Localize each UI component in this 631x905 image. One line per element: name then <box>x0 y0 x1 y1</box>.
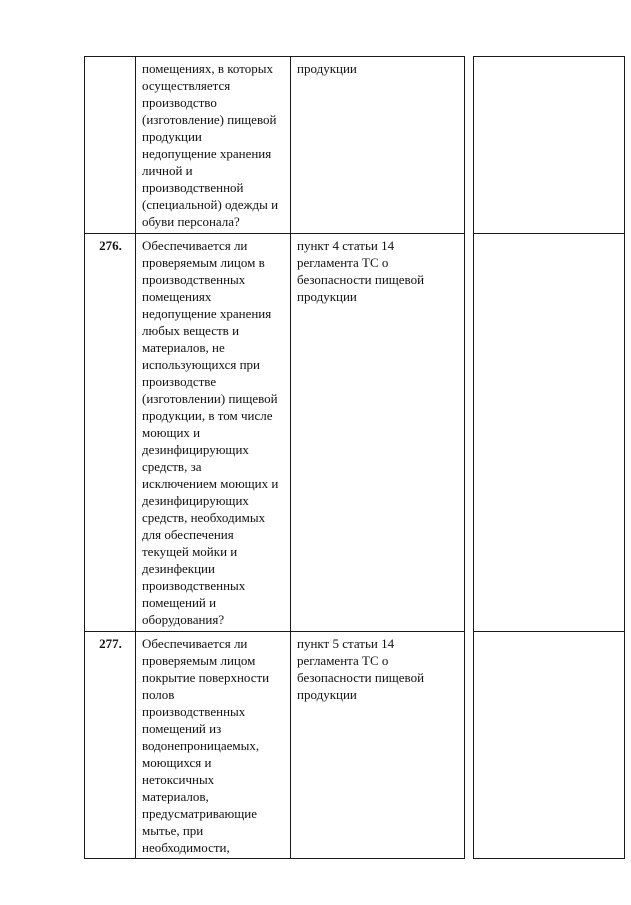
reference-text-line: безопасности пищевой <box>297 272 425 287</box>
question-text-line: обуви персонала? <box>142 214 240 229</box>
question-text-line: осуществляется <box>142 78 231 93</box>
question-text-line: помещений из <box>142 721 222 736</box>
legal-reference-cell <box>291 57 465 234</box>
question-text-line: любых веществ и <box>142 323 240 338</box>
requirements-table <box>84 56 625 859</box>
question-text-line: проверяемым лицом в <box>142 255 265 270</box>
question-cell <box>136 234 291 632</box>
row-number-cell: 277. <box>85 632 136 859</box>
question-text-line: производственных <box>142 704 246 719</box>
question-text-line: (изготовление) пищевой <box>142 112 277 127</box>
question-text-line: (изготовлении) пищевой <box>142 391 278 406</box>
question-text-line: материалов, <box>142 789 209 804</box>
question-text-line: моющих и <box>142 425 201 440</box>
question-text-line: (специальной) одежды и <box>142 197 279 212</box>
reference-text-line: пункт 4 статьи 14 <box>297 238 395 253</box>
reference-text-line: пункт 5 статьи 14 <box>297 636 395 651</box>
question-cell <box>136 57 291 234</box>
question-text-line: производственных <box>142 272 246 287</box>
answer-cell[interactable] <box>474 632 625 859</box>
question-text-line: Обеспечивается ли <box>142 238 248 253</box>
reference-text-line: продукции <box>297 289 357 304</box>
row-number-cell: 276. <box>85 234 136 632</box>
question-text-line: средств, необходимых <box>142 510 266 525</box>
question-text-line: предусматривающие <box>142 806 257 821</box>
question-text-line: текущей мойки и <box>142 544 238 559</box>
question-text-line: средств, за <box>142 459 202 474</box>
question-text-line: недопущение хранения <box>142 306 272 321</box>
question-text-line: мытье, при <box>142 823 204 838</box>
question-text-line: производство <box>142 95 217 110</box>
question-text-line: дезинфицирующих <box>142 442 249 457</box>
question-text-line: продукции, в том числе <box>142 408 273 423</box>
question-text-line: необходимости, <box>142 840 230 855</box>
column-gap <box>465 632 474 859</box>
question-text-line: дезинфицирующих <box>142 493 249 508</box>
table-row <box>85 234 625 632</box>
question-text-line: помещениях, в которых <box>142 61 273 76</box>
legal-reference-cell <box>291 234 465 632</box>
question-text-line: проверяемым лицом <box>142 653 256 668</box>
reference-text-line: безопасности пищевой <box>297 670 425 685</box>
row-number-cell <box>85 57 136 234</box>
legal-reference-cell <box>291 632 465 859</box>
question-text-line: моющихся и <box>142 755 212 770</box>
reference-text-line: продукции <box>297 687 357 702</box>
question-text-line: продукции <box>142 129 202 144</box>
question-text-line: полов <box>142 687 175 702</box>
question-text-line: водонепроницаемых, <box>142 738 260 753</box>
reference-text-line: продукции <box>297 61 357 76</box>
answer-cell[interactable] <box>474 234 625 632</box>
question-text-line: производстве <box>142 374 217 389</box>
table-body <box>85 57 625 859</box>
question-text-line: дезинфекции <box>142 561 215 576</box>
reference-text-line: регламента ТС о <box>297 653 389 668</box>
question-text-line: недопущение хранения <box>142 146 272 161</box>
question-text-line: помещений и <box>142 595 217 610</box>
question-text-line: Обеспечивается ли <box>142 636 248 651</box>
question-text-line: для обеспечения <box>142 527 234 542</box>
table-row <box>85 632 625 859</box>
column-gap <box>465 234 474 632</box>
question-text-line: исключением моющих и <box>142 476 279 491</box>
question-text-line: оборудования? <box>142 612 225 627</box>
question-cell <box>136 632 291 859</box>
table-row <box>85 57 625 234</box>
reference-text-line: регламента ТС о <box>297 255 389 270</box>
question-text-line: материалов, не <box>142 340 225 355</box>
question-text-line: нетоксичных <box>142 772 215 787</box>
question-text-line: производственных <box>142 578 246 593</box>
column-gap <box>465 57 474 234</box>
question-text-line: использующихся при <box>142 357 261 372</box>
question-text-line: личной и <box>142 163 193 178</box>
question-text-line: производственной <box>142 180 244 195</box>
answer-cell[interactable] <box>474 57 625 234</box>
question-text-line: помещениях <box>142 289 212 304</box>
question-text-line: покрытие поверхности <box>142 670 270 685</box>
